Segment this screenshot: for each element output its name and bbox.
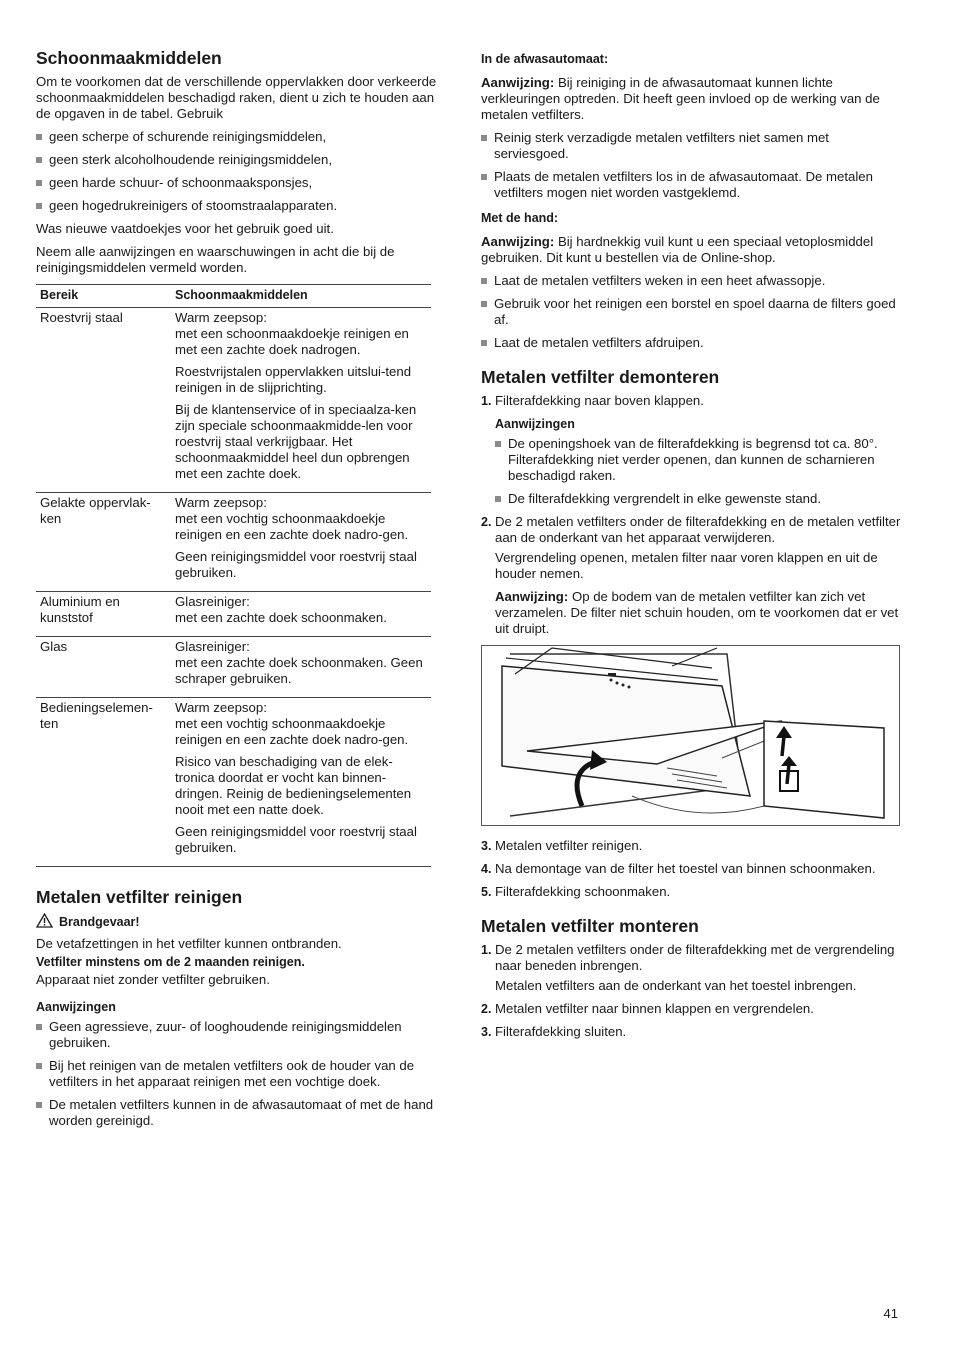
step-number: 3. [481,1025,492,1039]
notes-heading: Aanwijzingen [495,417,575,431]
cell-paragraph: Warm zeepsop: met een vochtig schoonmaakdoekje reinigen en een zachte doek nadro-gen. [175,495,409,542]
step-number: 3. [481,839,492,853]
step-text: Filterafdekking sluiten. [495,1024,627,1039]
fire-warning [36,913,448,931]
table-row [36,308,431,493]
note-label: Aanwijzing: [495,589,569,604]
list-item: geen harde schuur- of schoonmaaksponsjes, [36,175,448,191]
step-text: Metalen vetfilter reinigen. [495,838,643,853]
cell-paragraph: Glasreiniger: met een zachte doek schoonmaken. [175,594,387,625]
list-item: De metalen vetfilters kunnen in de afwasautomaat of met de hand worden gereinigd. [36,1097,448,1129]
note-text: Bij reiniging in de afwasautomaat kunnen lichte verkleuringen optreden. Dit heeft geen invloed op de werking van de metalen vetfilters. [481,75,880,122]
step-item [481,838,901,854]
cell-paragraph: Warm zeepsop: met een vochtig schoonmaakdoekje reinigen en een zachte doek nadro-gen. [175,700,409,747]
mount-filter-heading: Metalen vetfilter monteren [481,916,699,936]
table-cell-area: Bedieningselemen-ten [36,698,171,867]
table-header-agents: Schoonmaakmiddelen [171,285,431,308]
list-item: De filterafdekking vergrendelt in elke gewenste stand. [495,491,901,507]
note-text: Bij hardnekkig vuil kunt u een speciaal vetoplosmiddel gebruiken. Dit kunt u bestellen via de Online-shop. [481,234,874,265]
dishwasher-bullets [481,130,901,201]
table-cell-agents [171,592,431,637]
filter-removal-illustration [481,645,900,826]
step-number: 4. [481,862,492,876]
cell-paragraph: Warm zeepsop: met een schoonmaakdoekje reinigen en met een zachte doek nadrogen. [175,310,409,357]
clean-filter-heading: Metalen vetfilter reinigen [36,887,243,907]
dishwasher-heading: In de afwasautomaat: [481,52,609,66]
list-item: geen hogedrukreinigers of stoomstraalapparaten. [36,198,448,214]
cell-paragraph: Geen reinigingsmiddel voor roestvrij staal gebruiken. [175,824,417,855]
right-column [481,48,901,1047]
step-text: Filterafdekking naar boven klappen. [495,393,704,408]
table-cell-area: Gelakte oppervlak-ken [36,493,171,592]
warning-label: Brandgevaar! [59,915,140,929]
mount-steps [481,942,901,1040]
step-note [495,589,901,637]
note-label: Aanwijzing: [481,234,555,249]
notes-heading: Aanwijzingen [36,1000,116,1014]
step-item [481,514,901,637]
list-item: geen sterk alcoholhoudende reinigingsmiddelen, [36,152,448,168]
step-number: 5. [481,885,492,899]
cell-paragraph: Roestvrijstalen oppervlakken uitslui-tend reinigen in de slijprichting. [175,364,412,395]
note-label: Aanwijzing: [481,75,555,90]
warning-text-3: Apparaat niet zonder vetfilter gebruiken. [36,972,270,987]
by-hand-note [481,234,901,266]
dishwasher-note [481,75,901,123]
table-cell-agents [171,308,431,493]
step-text: Filterafdekking schoonmaken. [495,884,671,899]
list-item: Reinig sterk verzadigde metalen vetfilters niet samen met serviesgoed. [481,130,901,162]
list-item: Laat de metalen vetfilters weken in een heet afwassopje. [481,273,901,289]
table-row [36,698,431,867]
list-item: De openingshoek van de filterafdekking is begrensd tot ca. 80°. Filterafdekking niet verder openen, dan kunnen de scharnieren beschadigd raken. [495,436,901,484]
warning-text-2: Vetfilter minstens om de 2 maanden reinigen. [36,955,305,969]
step-number: 2. [481,515,492,529]
cell-paragraph: Risico van beschadiging van de elek-tronica doordat er vocht kan binnen-dringen. Reinig de bedieningselementen nooit met een natte doek. [175,754,412,817]
step-number: 1. [481,943,492,957]
table-cell-agents [171,493,431,592]
step-item [481,942,901,994]
cell-paragraph: Bij de klantenservice of in speciaalza-ken zijn speciale schoonmaakmidde-len voor roestvrij staal verkrijgbaar. Het schoonmaakmiddel heel dun opbrengen met een zachte doek. [175,402,417,481]
note-text: Op de bodem van de metalen vetfilter kan zich vet verzamelen. De filter niet schuin houden, om te voorkomen dat er vet uit druipt. [495,589,899,636]
step-text: De 2 metalen vetfilters onder de filterafdekking met de vergrendeling naar beneden inbrengen. [495,942,895,973]
list-item: geen scherpe of schurende reinigingsmiddelen, [36,129,448,145]
left-column [36,48,448,1136]
warning-text-1: De vetafzettingen in het vetfilter kunnen ontbranden. [36,936,342,951]
remove-notes [495,436,901,507]
by-hand-heading: Met de hand: [481,211,559,225]
step-number: 1. [481,394,492,408]
by-hand-bullets [481,273,901,351]
cell-paragraph: Geen reinigingsmiddel voor roestvrij staal gebruiken. [175,549,417,580]
step-detail: Vergrendeling openen, metalen filter naar voren klappen en uit de houder nemen. [495,550,878,581]
table-cell-area: Aluminium en kunststof [36,592,171,637]
table-row [36,592,431,637]
cleaning-bullets [36,129,448,214]
table-cell-area: Roestvrij staal [36,308,171,493]
table-cell-agents [171,698,431,867]
step-detail: Metalen vetfilters aan de onderkant van het toestel inbrengen. [495,978,857,993]
cleaning-para-1: Was nieuwe vaatdoekjes voor het gebruik goed uit. [36,221,334,236]
table-header-area: Bereik [36,285,171,308]
clean-filter-notes [36,1019,448,1129]
cleaning-intro: Om te voorkomen dat de verschillende oppervlakken door verkeerde schoonmaakmiddelen beschadigd raken, dient u zich te houden aan de opgaven in de tabel. Gebruik [36,74,437,121]
step-item [481,393,901,507]
step-item [481,884,901,900]
step-item [481,1024,901,1040]
cleaning-para-2: Neem alle aanwijzingen en waarschuwingen in acht die bij de reinigingsmiddelen vermeld worden. [36,244,395,275]
remove-steps-continued [481,838,901,900]
step-number: 2. [481,1002,492,1016]
table-cell-agents [171,637,431,698]
list-item: Bij het reinigen van de metalen vetfilters ook de houder van de vetfilters in het apparaat reinigen met een vochtige doek. [36,1058,448,1090]
cleaning-agents-heading: Schoonmaakmiddelen [36,48,222,68]
step-item [481,1001,901,1017]
remove-filter-heading: Metalen vetfilter demonteren [481,367,720,387]
cleaning-table [36,284,431,867]
table-row [36,637,431,698]
step-text: Na demontage van de filter het toestel van binnen schoonmaken. [495,861,876,876]
step-text: De 2 metalen vetfilters onder de filterafdekking en de metalen vetfilter aan de onderkant van het apparaat verwijderen. [495,514,901,545]
warning-triangle-icon [36,913,53,931]
step-item [481,861,901,877]
list-item: Gebruik voor het reinigen een borstel en spoel daarna de filters goed af. [481,296,901,328]
list-item: Plaats de metalen vetfilters los in de afwasautomaat. De metalen vetfilters mogen niet worden vastgeklemd. [481,169,901,201]
table-cell-area: Glas [36,637,171,698]
cell-paragraph: Glasreiniger: met een zachte doek schoonmaken. Geen schraper gebruiken. [175,639,423,686]
remove-steps [481,393,901,637]
step-text: Metalen vetfilter naar binnen klappen en vergrendelen. [495,1001,814,1016]
table-row [36,493,431,592]
page-number: 41 [883,1306,898,1321]
list-item: Laat de metalen vetfilters afdruipen. [481,335,901,351]
list-item: Geen agressieve, zuur- of looghoudende reinigingsmiddelen gebruiken. [36,1019,448,1051]
